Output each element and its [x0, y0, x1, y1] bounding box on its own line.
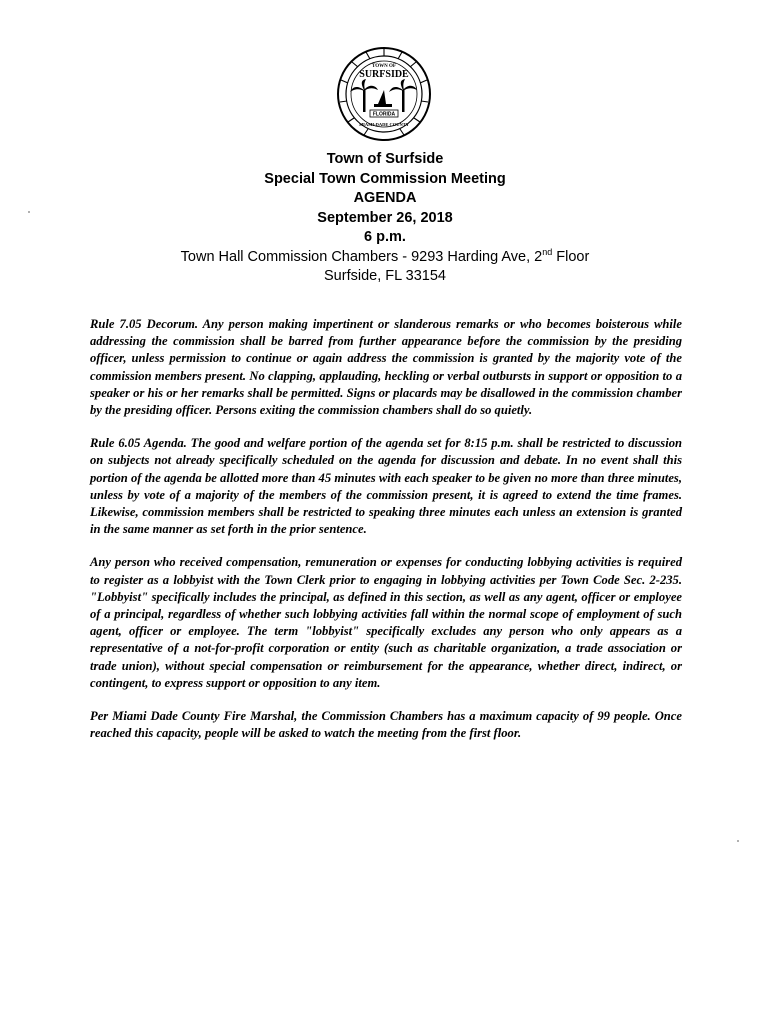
scan-speck — [737, 840, 739, 842]
agenda-rules — [90, 316, 682, 758]
seal-state-text: FLORIDA — [372, 111, 396, 118]
town-name: Town of Surfside — [326, 151, 444, 167]
rule-agenda-paragraph: Rule 6.05 Agenda. The good and welfare portion of the agenda set for 8:15 p.m. shall be restricted to discussion on subjects not already specifically scheduled on the agenda for discussion and debate. In no event shall this portion of the agenda be allotted more than 45 minutes with each speaker to be given no more than three minutes, unless by vote of a majority of the members of the commission present, it is agreed to extend the time frames. Likewise, commission members shall be restricted to speaking three minutes each unless an extension is granted in the same manner as set forth in the prior sentence. — [90, 436, 682, 537]
meeting-location — [0, 248, 770, 268]
seal-top-text: TOWN OF — [372, 64, 396, 69]
lobbyist-paragraph: Any person who received compensation, remuneration or expenses for conducting lobbying activities is required to register as a lobbyist with the Town Clerk prior to engaging in lobbying activities per Town Code Sec. 2-235. "Lobbyist" specifically includes the principal, as defined in this section, as well as any agent, officer or employee of a principal, regardless of whether such lobbying activities fall within the normal scope of employment of such agent, officer or employee. The term "lobbyist" specifically excludes any person who only appears as a representative of a not-for-profit corporation or entity (such as charitable organization, a trade association or trade union), without special compensation or reimbursement for the appearance, whether direct, indirect, or contingent, to express support or opposition to any item. — [90, 555, 682, 690]
capacity-paragraph: Per Miami Dade County Fire Marshal, the Commission Chambers has a maximum capacity of 99 people. Once reached this capacity, people will be asked to watch the meeting from the first floor. — [90, 709, 682, 741]
document-type: AGENDA — [353, 190, 417, 206]
location-ordinal-suffix: nd — [542, 246, 553, 257]
location-floor: Floor — [552, 248, 590, 265]
town-seal-logo — [336, 46, 432, 142]
rule-decorum-paragraph: Rule 7.05 Decorum. Any person making impertinent or slanderous remarks or who becomes boisterous while addressing the commission shall be barred from further appearance before the commission by the presiding officer, unless permission to continue or again address the commission is granted by the majority vote of the commission members present. No clapping, applauding, heckling or verbal outbursts in support or opposition to a speaker or his or her remarks shall be permitted. Signs or placards may be disallowed in the commission chamber by the presiding officer. Persons exiting the commission chambers shall do so quietly. — [90, 317, 682, 418]
meeting-time: 6 p.m. — [364, 229, 406, 245]
meeting-date: September 26, 2018 — [317, 209, 453, 226]
location-main: Town Hall Commission Chambers - 9293 Harding Ave, 2 — [180, 248, 543, 265]
meeting-city: Surfside, FL 33154 — [324, 268, 446, 284]
seal-county-text: MIAMI-DADE COUNTY — [358, 122, 410, 127]
meeting-title: Special Town Commission Meeting — [264, 170, 506, 187]
seal-name-text: SURFSIDE — [359, 69, 409, 80]
agenda-header — [0, 150, 770, 287]
scan-speck — [28, 211, 30, 213]
